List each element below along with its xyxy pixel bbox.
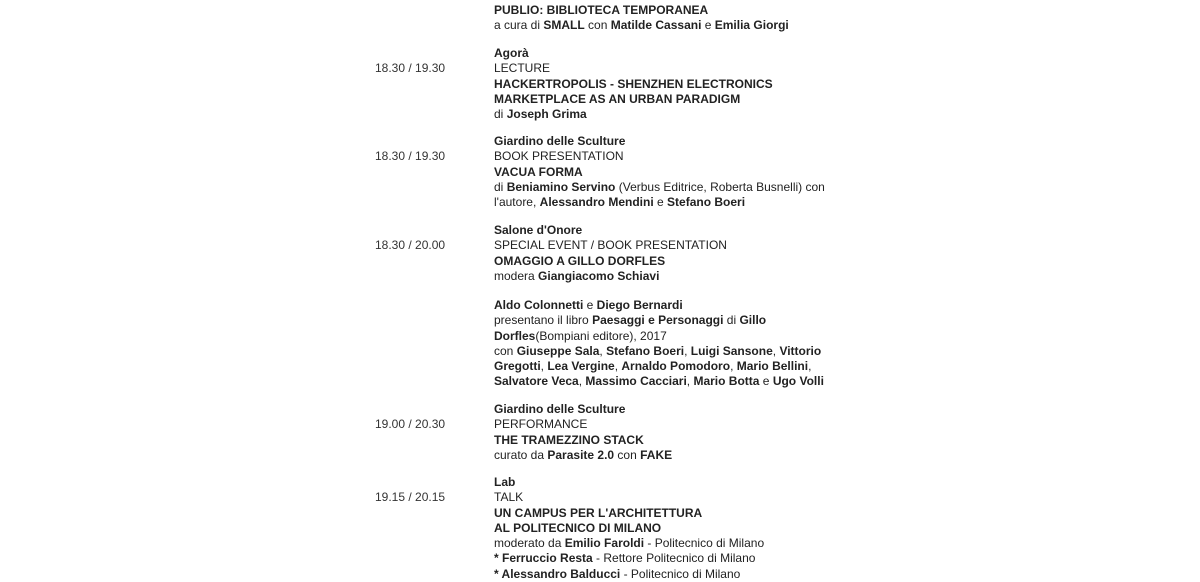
event-block [494, 402, 854, 463]
plain-text: PERFORMANCE [494, 417, 588, 432]
bold-text: Gregotti [494, 359, 541, 374]
bold-text: Arnaldo Pomodoro [621, 359, 731, 374]
plain-text: di [494, 179, 507, 194]
bold-text: Stefano Boeri [667, 195, 746, 210]
plain-text: , [730, 359, 737, 374]
bold-text: Mario Botta [693, 374, 760, 389]
bold-text: Alessandro Mendini [539, 195, 654, 210]
bold-text: Lab [494, 475, 516, 489]
bold-text: Dorfles [494, 328, 536, 343]
event-line [494, 475, 854, 490]
event-block [494, 134, 854, 210]
bold-text: Giardino delle Sculture [494, 134, 626, 148]
event-line [494, 223, 854, 238]
bold-text: Giuseppe Sala [516, 343, 600, 358]
bold-text: Emilia Giorgi [714, 18, 789, 33]
event-line [494, 506, 854, 521]
event-line [494, 238, 854, 253]
plain-text: curato da [494, 447, 548, 462]
bold-text: Mario Bellini [736, 359, 809, 374]
event-line [494, 344, 854, 359]
event-line [494, 374, 854, 389]
plain-text: - Politecnico di Milano [644, 536, 765, 551]
event-block [494, 298, 854, 390]
plain-text: di [723, 313, 740, 328]
event-block [494, 223, 854, 284]
plain-text: , [614, 359, 622, 374]
event-line [494, 3, 854, 18]
plain-text: - Politecnico di Milano [620, 566, 741, 581]
plain-text: di [494, 107, 507, 122]
event-line [494, 18, 854, 33]
event-time: 18.30 / 20.00 [375, 238, 446, 253]
event-block [494, 46, 854, 122]
bold-text: Matilde Cassani [610, 18, 702, 33]
bold-text: Gillo [739, 313, 767, 328]
plain-text: (Bompiani editore), 2017 [535, 328, 667, 343]
plain-text: , [540, 359, 548, 374]
plain-text: con [614, 447, 641, 462]
plain-text: , [684, 343, 691, 358]
bold-text: Emilio Faroldi [564, 536, 645, 551]
event-time: 18.30 / 19.30 [375, 149, 446, 164]
bold-text: * Ferruccio Resta [494, 551, 593, 566]
bold-text: Paesaggi e Personaggi [592, 313, 724, 328]
event-line [494, 448, 854, 463]
plain-text: modera [494, 268, 539, 283]
bold-text: Massimo Cacciari [585, 374, 687, 389]
bold-text: THE TRAMEZZINO STACK [494, 432, 644, 447]
plain-text: moderato da [494, 536, 565, 551]
bold-text: AL POLITECNICO DI MILANO [494, 520, 662, 535]
event-line [494, 567, 854, 582]
plain-text: a cura di [494, 18, 544, 33]
plain-text: SPECIAL EVENT / BOOK PRESENTATION [494, 238, 727, 253]
plain-text: , [578, 374, 586, 389]
event-block [494, 475, 854, 582]
plain-text: (Verbus Editrice, Roberta Busnelli) con [615, 179, 825, 194]
bold-text: FAKE [640, 447, 673, 462]
event-block [494, 3, 854, 34]
plain-text: , [808, 359, 812, 374]
bold-text: Joseph Grima [506, 107, 587, 122]
plain-text: e [759, 374, 773, 389]
bold-text: Stefano Boeri [606, 343, 685, 358]
plain-text: e [653, 195, 668, 210]
event-line [494, 490, 854, 505]
bold-text: Ugo Volli [772, 374, 824, 389]
bold-text: Agorà [494, 46, 529, 60]
plain-text: BOOK PRESENTATION [494, 149, 624, 164]
event-time: 19.00 / 20.30 [375, 417, 446, 432]
event-time: 19.15 / 20.15 [375, 490, 446, 505]
event-line [494, 521, 854, 536]
bold-text: VACUA FORMA [494, 164, 583, 179]
bold-text: HACKERTROPOLIS - SHENZHEN ELECTRONICS [494, 76, 773, 91]
bold-text: Vittorio [779, 343, 822, 358]
plain-text: - Rettore Politecnico di Milano [592, 551, 756, 566]
bold-text: MARKETPLACE AS AN URBAN PARADIGM [494, 91, 741, 106]
event-line [494, 329, 854, 344]
event-line [494, 433, 854, 448]
event-line [494, 298, 854, 313]
plain-text: presentano il libro [494, 313, 593, 328]
event-line [494, 551, 854, 566]
event-line [494, 359, 854, 374]
event-line [494, 61, 854, 76]
event-line [494, 165, 854, 180]
event-line [494, 402, 854, 417]
plain-text: LECTURE [494, 61, 551, 76]
plain-text: , [772, 343, 780, 358]
bold-text: UN CAMPUS PER L'ARCHITETTURA [494, 505, 703, 520]
event-line [494, 269, 854, 284]
event-line [494, 92, 854, 107]
event-line [494, 77, 854, 92]
plain-text: e [583, 298, 597, 312]
bold-text: * Alessandro Balducci [494, 566, 621, 581]
event-line [494, 134, 854, 149]
event-line [494, 254, 854, 269]
bold-text: OMAGGIO A GILLO DORFLES [494, 253, 666, 268]
plain-text: l'autore, [494, 195, 540, 210]
bold-text: Diego Bernardi [596, 298, 683, 312]
bold-text: Parasite 2.0 [547, 447, 615, 462]
event-line [494, 46, 854, 61]
event-line [494, 313, 854, 328]
bold-text: Salone d'Onore [494, 223, 583, 237]
plain-text: TALK [494, 490, 524, 505]
bold-text: SMALL [543, 18, 585, 33]
bold-text: Giangiacomo Schiavi [538, 268, 660, 283]
event-line [494, 536, 854, 551]
event-line [494, 180, 854, 195]
event-line [494, 149, 854, 164]
bold-text: Giardino delle Sculture [494, 402, 626, 416]
plain-text: , [599, 343, 607, 358]
plain-text: e [701, 18, 715, 33]
bold-text: Luigi Sansone [690, 343, 773, 358]
plain-text: con [494, 343, 517, 358]
event-line [494, 107, 854, 122]
event-line [494, 195, 854, 210]
bold-text: Lea Vergine [547, 359, 615, 374]
bold-text: Beniamino Servino [506, 179, 616, 194]
plain-text: , [686, 374, 694, 389]
bold-text: Aldo Colonnetti [494, 298, 584, 312]
plain-text: con [584, 18, 611, 33]
event-time: 18.30 / 19.30 [375, 61, 446, 76]
bold-text: Salvatore Veca [494, 374, 579, 389]
bold-text: PUBLIO: BIBLIOTECA TEMPORANEA [494, 3, 709, 17]
event-line [494, 417, 854, 432]
